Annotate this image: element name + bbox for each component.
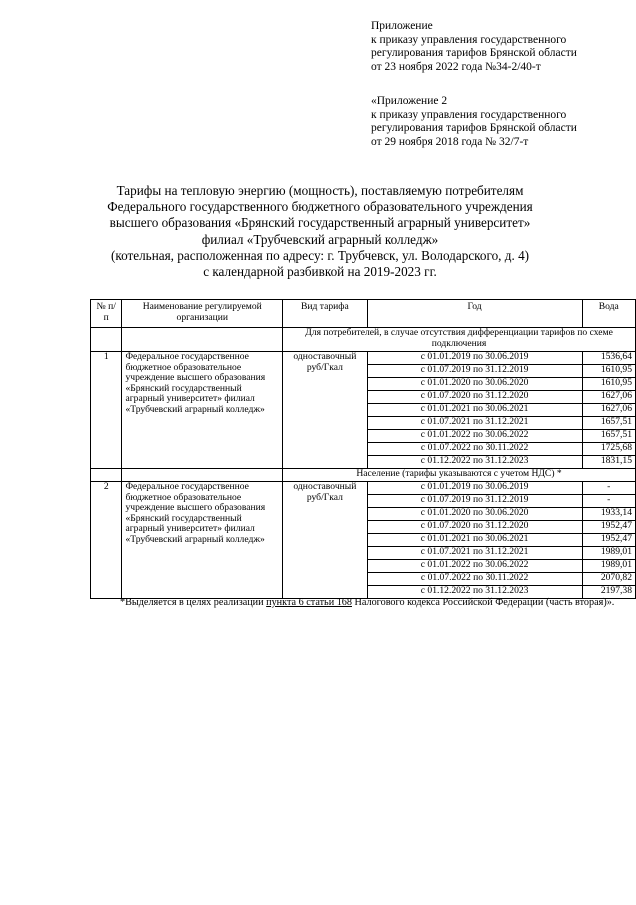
period-cell: с 01.07.2022 по 30.11.2022 xyxy=(367,573,582,586)
period-cell: с 01.01.2022 по 30.06.2022 xyxy=(367,560,582,573)
footnote xyxy=(120,597,615,610)
title-line: (котельная, расположенная по адресу: г. Трубчевск, ул. Володарского, д. 4) xyxy=(110,247,530,263)
footnote-law-link[interactable]: пункта 6 статьи 168 xyxy=(266,597,352,608)
water-value-cell: 1725,68 xyxy=(582,443,635,456)
title-line: Тарифы на тепловую энергию (мощность), поставляемую потребителям xyxy=(116,183,524,198)
tariff-type: одноставочный руб/Гкал xyxy=(283,482,368,599)
period-cell: с 01.12.2022 по 31.12.2023 xyxy=(367,586,582,599)
header-line: к приказу управления государственного xyxy=(371,33,567,46)
section-population-label: Население (тарифы указываются с учетом НДС) * xyxy=(283,469,636,482)
water-value-cell: 1933,14 xyxy=(582,508,635,521)
header-line: регулирования тарифов Брянской области xyxy=(371,47,577,59)
row-number: 2 xyxy=(91,482,122,599)
col-header-org: Наименование регулируемой организации xyxy=(122,300,283,328)
period-cell: с 01.01.2021 по 30.06.2021 xyxy=(367,534,582,547)
order-header xyxy=(371,20,577,74)
period-cell: с 01.07.2021 по 31.12.2021 xyxy=(367,547,582,560)
header-line: от 23 ноября 2022 года №34-2/40-т xyxy=(371,60,541,73)
title-line: Федерального государственного бюджетного образовательного учреждения xyxy=(107,199,533,215)
header-line: «Приложение 2 xyxy=(371,95,448,107)
period-cell: с 01.07.2022 по 30.11.2022 xyxy=(367,443,582,456)
title-line: филиал «Трубчевский аграрный колледж» xyxy=(201,231,439,247)
period-cell: с 01.07.2020 по 31.12.2020 xyxy=(367,391,582,404)
water-value-cell: 2197,38 xyxy=(582,586,635,599)
water-value-cell: 1657,51 xyxy=(582,430,635,443)
title-line: высшего образования «Брянский государственный аграрный университет» xyxy=(109,215,531,231)
header-line: регулирования тарифов Брянской области xyxy=(371,122,577,134)
section-row xyxy=(91,469,636,482)
period-cell: с 01.07.2019 по 31.12.2019 xyxy=(367,365,582,378)
period-cell: с 01.07.2020 по 31.12.2020 xyxy=(367,521,582,534)
section-consumers-label: Для потребителей, в случае отсутствия дифференциации тарифов по схеме подключения xyxy=(283,328,636,352)
water-value-cell: 1627,06 xyxy=(582,404,635,417)
table-header-row xyxy=(91,300,636,328)
water-value-cell: 1610,95 xyxy=(582,378,635,391)
period-cell: с 01.07.2019 по 31.12.2019 xyxy=(367,495,582,508)
header-line: от 29 ноября 2018 года № 32/7-т xyxy=(371,135,529,148)
water-value-cell: 1536,64 xyxy=(582,352,635,365)
water-value-cell: - xyxy=(582,482,635,495)
period-cell: с 01.01.2019 по 30.06.2019 xyxy=(367,482,582,495)
section-row xyxy=(91,328,636,352)
document-title xyxy=(60,183,580,280)
water-value-cell: 1952,47 xyxy=(582,521,635,534)
water-value-cell: 2070,82 xyxy=(582,573,635,586)
col-header-num: № п/п xyxy=(91,300,122,328)
appendix-header xyxy=(371,95,577,149)
water-value-cell: 1657,51 xyxy=(582,417,635,430)
col-header-type: Вид тарифа xyxy=(283,300,368,328)
water-value-cell: 1952,47 xyxy=(582,534,635,547)
period-cell: с 01.07.2021 по 31.12.2021 xyxy=(367,417,582,430)
organization-name: Федеральное государственное бюджетное образовательное учреждение высшего образования «Брянский государственный аграрный университет» филиал «Трубчевский аграрный колледж» xyxy=(122,482,283,599)
title-line: с календарной разбивкой на 2019-2023 гг. xyxy=(203,264,437,280)
water-value-cell: 1989,01 xyxy=(582,547,635,560)
header-line: к приказу управления государственного xyxy=(371,108,567,121)
table-row xyxy=(91,482,636,495)
col-header-water: Вода xyxy=(582,300,635,328)
period-cell: с 01.01.2021 по 30.06.2021 xyxy=(367,404,582,417)
table-row xyxy=(91,352,636,365)
tariff-type: одноставочный руб/Гкал xyxy=(283,352,368,469)
footnote-prefix: *Выделяется в целях реализации xyxy=(120,597,267,608)
water-value-cell: 1610,95 xyxy=(582,365,635,378)
header-line: Приложение xyxy=(371,20,433,32)
row-number: 1 xyxy=(91,352,122,469)
footnote-suffix: Налогового кодекса Российской Федерации (часть вторая)». xyxy=(351,597,615,608)
period-cell: с 01.12.2022 по 31.12.2023 xyxy=(367,456,582,469)
water-value-cell: 1627,06 xyxy=(582,391,635,404)
period-cell: с 01.01.2020 по 30.06.2020 xyxy=(367,508,582,521)
organization-name: Федеральное государственное бюджетное образовательное учреждение высшего образования «Брянский государственный аграрный университет» филиал «Трубчевский аграрный колледж» xyxy=(122,352,283,469)
period-cell: с 01.01.2020 по 30.06.2020 xyxy=(367,378,582,391)
period-cell: с 01.01.2019 по 30.06.2019 xyxy=(367,352,582,365)
water-value-cell: 1989,01 xyxy=(582,560,635,573)
tariff-table xyxy=(90,299,636,599)
water-value-cell: 1831,15 xyxy=(582,456,635,469)
col-header-year: Год xyxy=(367,300,582,328)
period-cell: с 01.01.2022 по 30.06.2022 xyxy=(367,430,582,443)
water-value-cell: - xyxy=(582,495,635,508)
